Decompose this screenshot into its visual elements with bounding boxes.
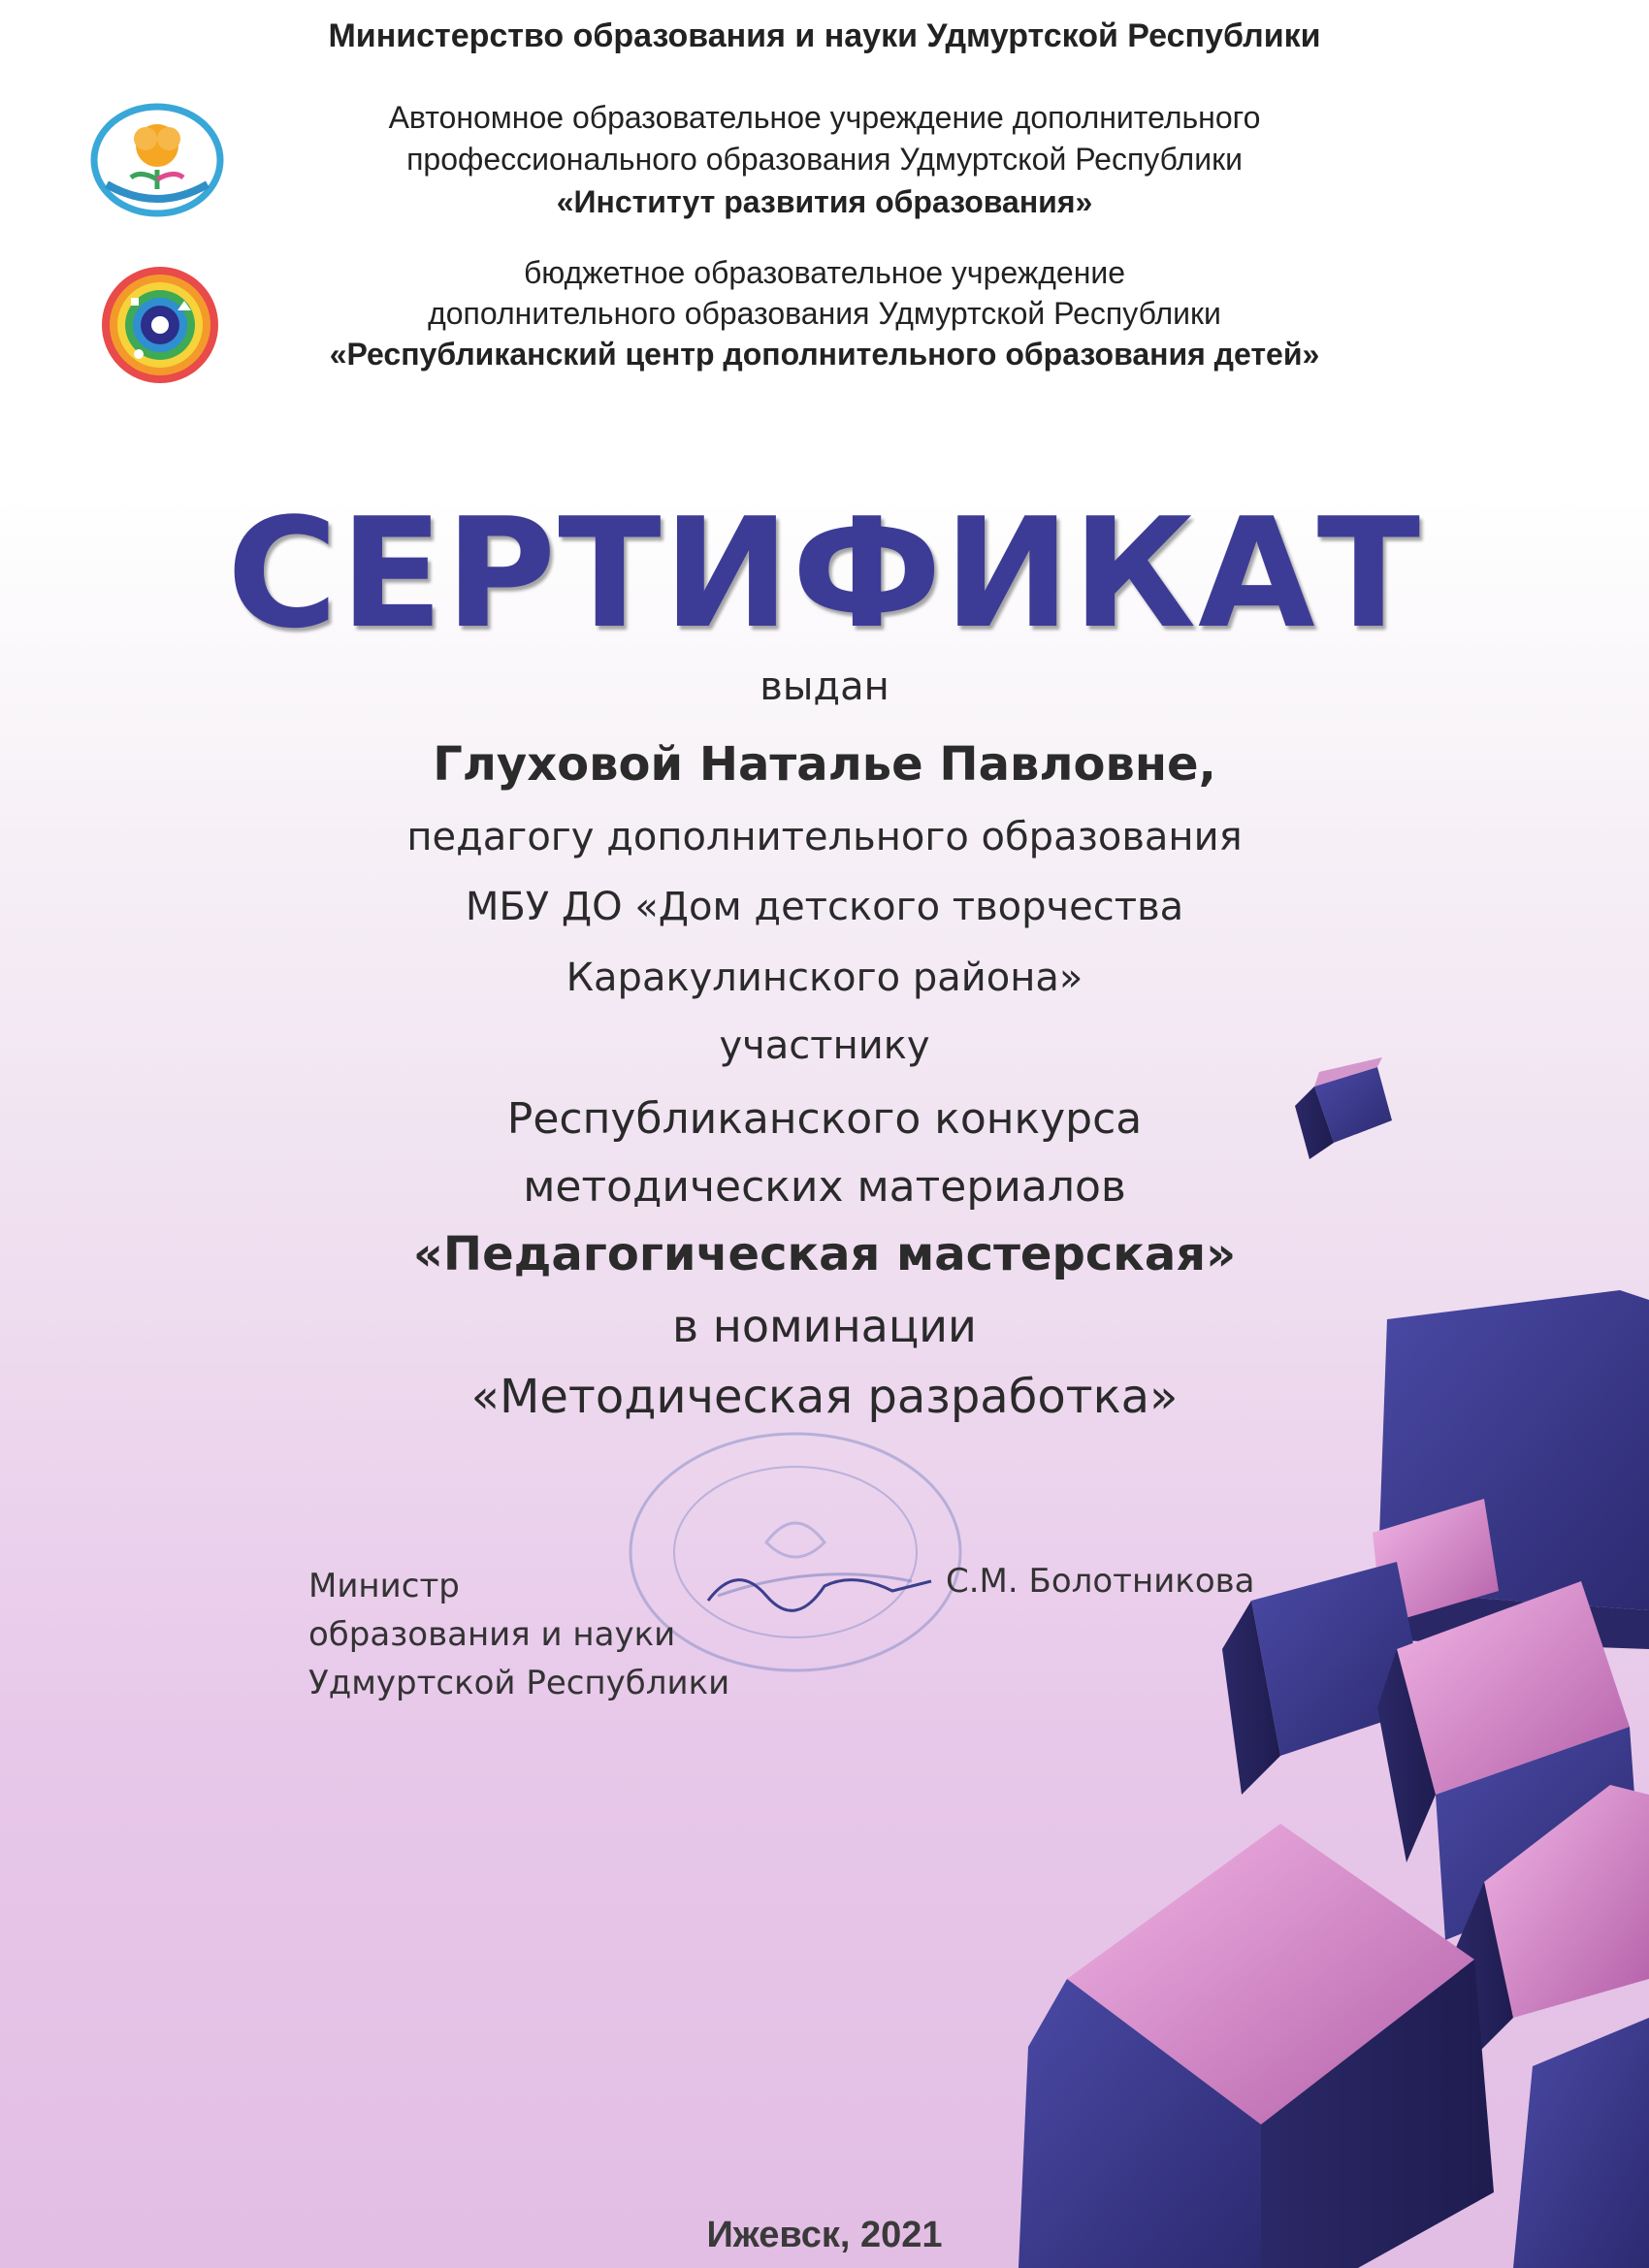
org1-name: «Институт развития образования»: [556, 184, 1093, 219]
signature-title-line3: Удмуртской Республики: [308, 1664, 730, 1702]
org1-line2: профессионального образования Удмуртской Республики: [406, 142, 1243, 177]
org2-name: «Республиканский центр дополнительного образования детей»: [329, 337, 1320, 372]
institution-line1: МБУ ДО «Дом детского творчества: [465, 885, 1184, 929]
institution-line2: Каракулинского района»: [566, 956, 1083, 1000]
issued-label: выдан: [760, 664, 889, 709]
org1-line1: Автономное образовательное учреждение дополнительного: [388, 100, 1261, 135]
nomination-name: «Методическая разработка»: [470, 1370, 1179, 1424]
certificate-title: СЕРТИФИКАТ: [226, 485, 1423, 662]
place-year: Ижевск, 2021: [706, 2215, 943, 2255]
contest-line2: методических материалов: [523, 1162, 1126, 1212]
signer-name: С.М. Болотникова: [946, 1562, 1255, 1601]
nomination-label: в номинации: [672, 1300, 977, 1352]
signature-title-line1: Министр: [308, 1567, 460, 1605]
signature-title-line2: образования и науки: [308, 1615, 676, 1654]
recipient-name: Глуховой Наталье Павловне,: [433, 737, 1216, 792]
contest-name: «Педагогическая мастерская»: [412, 1227, 1237, 1281]
role-label: участнику: [719, 1023, 930, 1068]
cube-large-bottom: [1018, 1824, 1494, 2268]
signature-scribble-icon: [698, 1542, 951, 1630]
contest-line1: Республиканского конкурса: [506, 1094, 1143, 1144]
recipient-position: педагогу дополнительного образования: [406, 815, 1243, 859]
org2-line2: дополнительного образования Удмуртской Республики: [428, 296, 1221, 331]
ministry-heading: Министерство образования и науки Удмуртской Республики: [328, 17, 1321, 54]
org2-line1: бюджетное образовательное учреждение: [523, 255, 1126, 290]
